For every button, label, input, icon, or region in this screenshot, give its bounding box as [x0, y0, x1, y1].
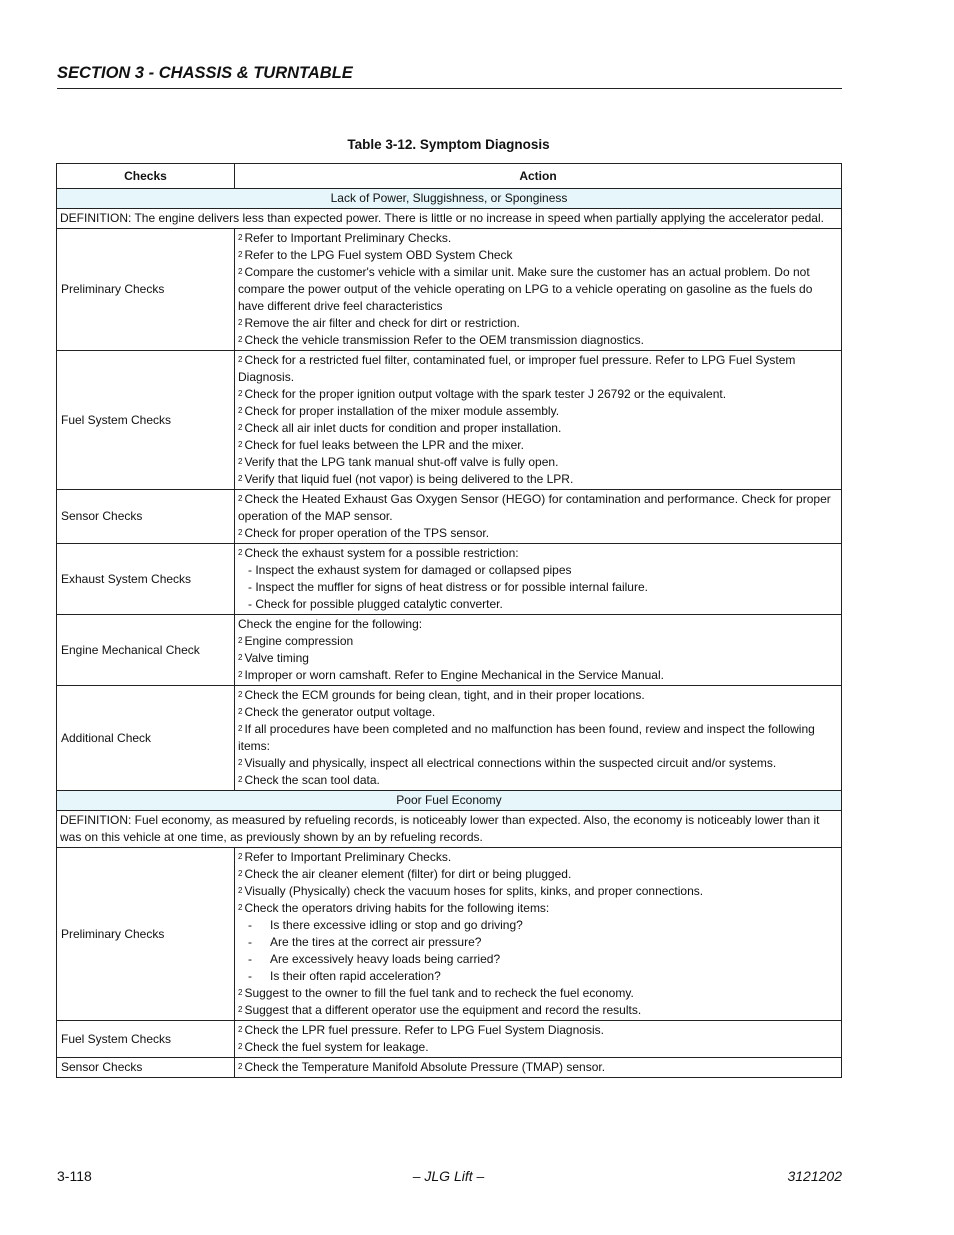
superscript-marker: 2 [238, 1025, 243, 1034]
action-cell [235, 848, 842, 1021]
superscript-marker: 2 [238, 457, 243, 466]
superscript-marker: 2 [238, 707, 243, 716]
definition-text: DEFINITION: The engine delivers less than expected power. There is little or no increase in speed when partially applying the accelerator pedal. [57, 209, 842, 229]
action-item-text: Verify that the LPG tank manual shut-off valve is fully open. [244, 455, 559, 469]
table-row [57, 351, 842, 490]
table-header-row [57, 164, 842, 189]
action-item [238, 772, 838, 789]
action-item [238, 849, 838, 866]
action-cell [235, 1058, 842, 1078]
action-item-text: Refer to the LPG Fuel system OBD System Check [244, 248, 513, 262]
action-item [238, 721, 838, 755]
superscript-marker: 2 [238, 335, 243, 344]
action-dash-text: Is their often rapid acceleration? [270, 969, 441, 983]
action-item [238, 352, 838, 386]
superscript-marker: 2 [238, 1062, 243, 1071]
superscript-marker: 2 [238, 988, 243, 997]
action-item-text: Visually (Physically) check the vacuum hoses for splits, kinks, and proper connections. [244, 884, 704, 898]
action-item [238, 755, 838, 772]
superscript-marker: 2 [238, 886, 243, 895]
action-dash-item [238, 951, 838, 968]
action-column-header: Action [235, 164, 842, 189]
table-title: Table 3-12. Symptom Diagnosis [347, 137, 550, 152]
action-item [238, 332, 838, 349]
action-item-text: Check the operators driving habits for the following items: [244, 901, 550, 915]
action-item [238, 1059, 838, 1076]
action-item [238, 247, 838, 264]
action-cell [235, 686, 842, 791]
action-dash-text: Are the tires at the correct air pressure? [270, 935, 482, 949]
symptom-row [57, 189, 842, 209]
superscript-marker: 2 [238, 775, 243, 784]
action-item-text: Check the fuel system for leakage. [244, 1040, 429, 1054]
superscript-marker: 2 [238, 406, 243, 415]
table-row [57, 848, 842, 1021]
action-item [238, 403, 838, 420]
action-item-text: Check for the proper ignition output voltage with the spark tester J 26792 or the equivalent. [244, 387, 727, 401]
document-number: 3121202 [787, 1168, 842, 1184]
section-header: SECTION 3 - CHASSIS & TURNTABLE [57, 64, 353, 82]
action-item-text: Engine compression [244, 634, 354, 648]
definition-row [57, 209, 842, 229]
action-item [238, 667, 838, 684]
superscript-marker: 2 [238, 389, 243, 398]
superscript-marker: 2 [238, 636, 243, 645]
action-item [238, 687, 838, 704]
action-item-text: Compare the customer's vehicle with a similar unit. Make sure the customer has an actual problem. Do not compare the power output of the vehicle operating on LPG to a vehicle operating on gasoline as the fuels do have different drive feel characteristics [238, 265, 813, 313]
superscript-marker: 2 [238, 869, 243, 878]
superscript-marker: 2 [238, 233, 243, 242]
table-row [57, 229, 842, 351]
table-row [57, 1021, 842, 1058]
header-rule [57, 88, 842, 89]
action-item [238, 264, 838, 315]
action-item [238, 650, 838, 667]
action-item-text: Check the air cleaner element (filter) for dirt or being plugged. [244, 867, 572, 881]
action-intro: Check the engine for the following: [238, 617, 423, 631]
superscript-marker: 2 [238, 423, 243, 432]
action-dash-item [238, 917, 838, 934]
action-item [238, 545, 838, 562]
action-item-text: Check for proper installation of the mixer module assembly. [244, 404, 560, 418]
action-item-text: Check the scan tool data. [244, 773, 380, 787]
action-item-text: Check for a restricted fuel filter, contaminated fuel, or improper fuel pressure. Refer to LPG Fuel System Diagnosis. [238, 353, 796, 384]
table-body [57, 189, 842, 1078]
action-item-text: Check the LPR fuel pressure. Refer to LPG Fuel System Diagnosis. [244, 1023, 604, 1037]
action-cell [235, 544, 842, 615]
check-name: Fuel System Checks [57, 1021, 235, 1058]
table-row [57, 544, 842, 615]
superscript-marker: 2 [238, 548, 243, 557]
superscript-marker: 2 [238, 758, 243, 767]
action-item [238, 491, 838, 525]
action-item-text: If all procedures have been completed and no malfunction has been found, review and inspect the following items: [238, 722, 815, 753]
table-row [57, 490, 842, 544]
dash-marker: - [248, 918, 252, 932]
superscript-marker: 2 [238, 250, 243, 259]
action-item-text: Valve timing [244, 651, 309, 665]
action-item [238, 525, 838, 542]
action-item-text: Check the Heated Exhaust Gas Oxygen Sensor (HEGO) for contamination and performance. Check for proper operation of the MAP sensor. [238, 492, 831, 523]
action-item [238, 437, 838, 454]
superscript-marker: 2 [238, 474, 243, 483]
superscript-marker: 2 [238, 653, 243, 662]
check-name: Exhaust System Checks [57, 544, 235, 615]
superscript-marker: 2 [238, 1005, 243, 1014]
action-item [238, 471, 838, 488]
action-sub-item: - Inspect the exhaust system for damaged or collapsed pipes [248, 563, 572, 577]
check-name: Sensor Checks [57, 490, 235, 544]
definition-text: DEFINITION: Fuel economy, as measured by refueling records, is noticeably lower than expected. Also, the economy is noticeably lower than it was on this vehicle at one time, as previously shown by an by refueling records. [57, 811, 842, 848]
table-row [57, 1058, 842, 1078]
action-item [238, 883, 838, 900]
action-item-text: Suggest to the owner to fill the fuel tank and to recheck the fuel economy. [244, 986, 634, 1000]
action-dash-item [238, 968, 838, 985]
dash-marker: - [248, 935, 252, 949]
action-item-text: Check the generator output voltage. [244, 705, 436, 719]
action-item [238, 386, 838, 403]
action-item-text: Check the vehicle transmission Refer to the OEM transmission diagnostics. [244, 333, 644, 347]
action-item-text: Refer to Important Preliminary Checks. [244, 850, 452, 864]
superscript-marker: 2 [238, 267, 243, 276]
action-item [238, 1002, 838, 1019]
definition-row [57, 811, 842, 848]
action-item [238, 315, 838, 332]
action-item [238, 230, 838, 247]
action-sub-item: - Inspect the muffler for signs of heat distress or for possible internal failure. [248, 580, 648, 594]
superscript-marker: 2 [238, 670, 243, 679]
action-cell [235, 490, 842, 544]
check-name: Additional Check [57, 686, 235, 791]
action-item-text: Visually and physically, inspect all electrical connections within the suspected circuit and/or systems. [244, 756, 777, 770]
superscript-marker: 2 [238, 528, 243, 537]
action-dash-text: Is there excessive idling or stop and go driving? [270, 918, 523, 932]
action-item-text: Check for proper operation of the TPS sensor. [244, 526, 490, 540]
footer-brand: – JLG Lift – [412, 1168, 485, 1184]
symptom-title: Lack of Power, Sluggishness, or Sponginess [57, 189, 842, 209]
action-item [238, 1039, 838, 1056]
action-cell [235, 1021, 842, 1058]
action-item [238, 633, 838, 650]
action-cell [235, 351, 842, 490]
action-item [238, 866, 838, 883]
check-name: Preliminary Checks [57, 848, 235, 1021]
superscript-marker: 2 [238, 852, 243, 861]
action-item [238, 1022, 838, 1039]
superscript-marker: 2 [238, 355, 243, 364]
action-item [238, 420, 838, 437]
superscript-marker: 2 [238, 903, 243, 912]
superscript-marker: 2 [238, 1042, 243, 1051]
check-name: Sensor Checks [57, 1058, 235, 1078]
symptom-row [57, 791, 842, 811]
superscript-marker: 2 [238, 690, 243, 699]
action-item [238, 704, 838, 721]
action-item-text: Check all air inlet ducts for condition and proper installation. [244, 421, 562, 435]
check-name: Fuel System Checks [57, 351, 235, 490]
action-item-text: Verify that liquid fuel (not vapor) is being delivered to the LPR. [244, 472, 574, 486]
symptom-title: Poor Fuel Economy [57, 791, 842, 811]
action-dash-text: Are excessively heavy loads being carried? [270, 952, 501, 966]
superscript-marker: 2 [238, 724, 243, 733]
action-item [238, 985, 838, 1002]
page-number: 3-118 [57, 1168, 92, 1184]
action-item-text: Check the exhaust system for a possible restriction: [244, 546, 519, 560]
action-item-text: Check the Temperature Manifold Absolute Pressure (TMAP) sensor. [244, 1060, 606, 1074]
action-item-text: Suggest that a different operator use the equipment and record the results. [244, 1003, 642, 1017]
symptom-diagnosis-table [56, 163, 842, 1078]
check-name: Engine Mechanical Check [57, 615, 235, 686]
action-item-text: Improper or worn camshaft. Refer to Engine Mechanical in the Service Manual. [244, 668, 664, 682]
table-row [57, 686, 842, 791]
superscript-marker: 2 [238, 440, 243, 449]
action-cell [235, 615, 842, 686]
superscript-marker: 2 [238, 494, 243, 503]
checks-column-header: Checks [57, 164, 235, 189]
action-item [238, 454, 838, 471]
action-item-text: Refer to Important Preliminary Checks. [244, 231, 452, 245]
action-cell [235, 229, 842, 351]
action-item-text: Check the ECM grounds for being clean, tight, and in their proper locations. [244, 688, 645, 702]
superscript-marker: 2 [238, 318, 243, 327]
action-item-text: Remove the air filter and check for dirt or restriction. [244, 316, 520, 330]
check-name: Preliminary Checks [57, 229, 235, 351]
action-sub-item: - Check for possible plugged catalytic converter. [248, 597, 503, 611]
action-item [238, 900, 838, 917]
dash-marker: - [248, 969, 252, 983]
action-item-text: Check for fuel leaks between the LPR and the mixer. [244, 438, 524, 452]
table-row [57, 615, 842, 686]
action-dash-item [238, 934, 838, 951]
dash-marker: - [248, 952, 252, 966]
